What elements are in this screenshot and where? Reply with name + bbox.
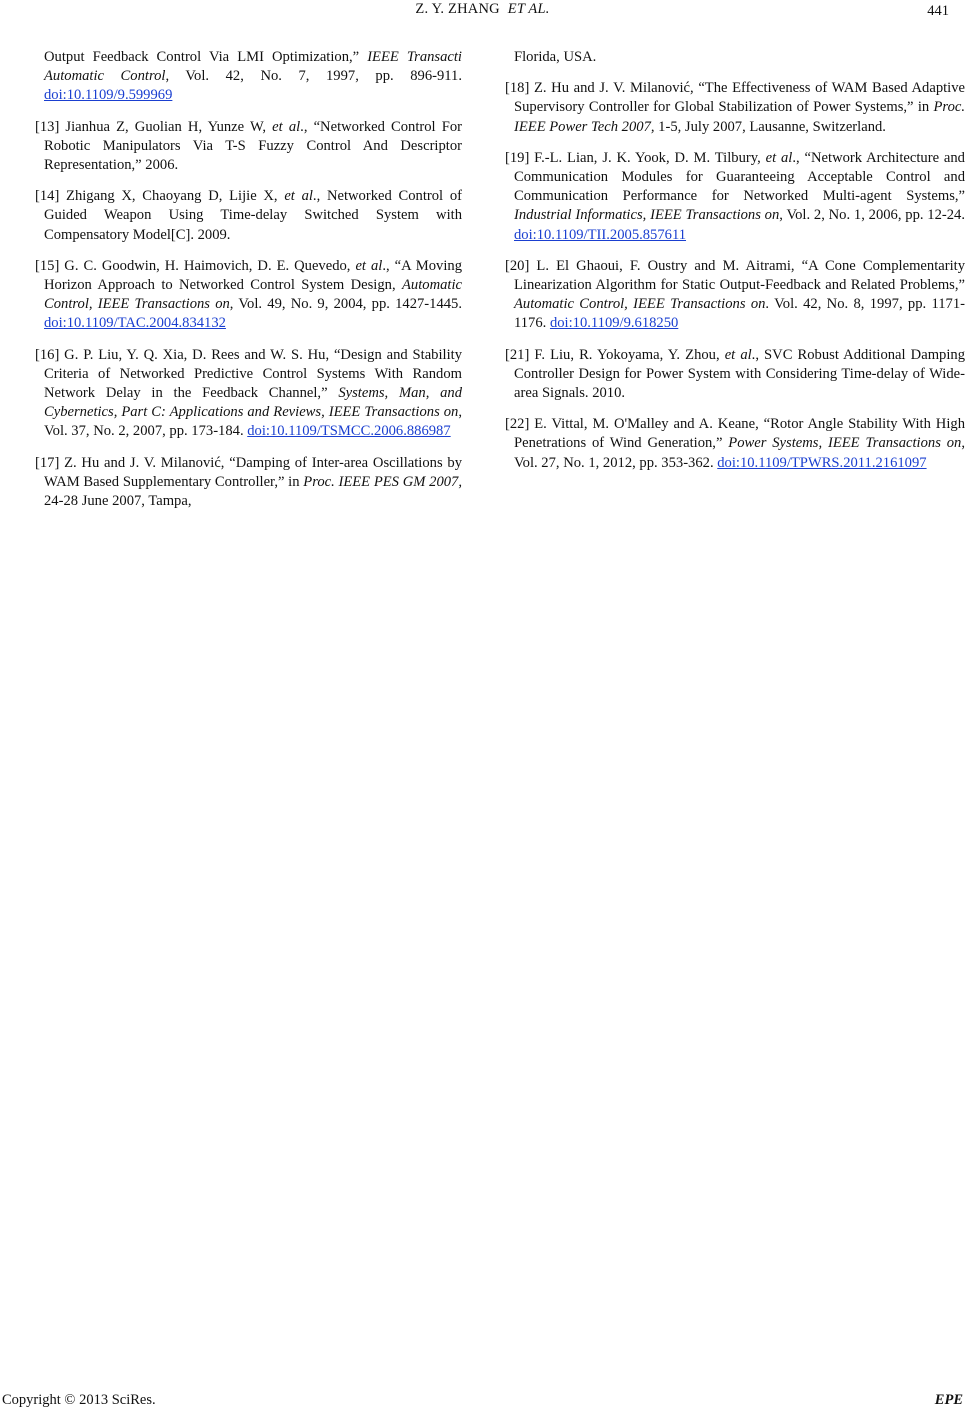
doi-link[interactable]: doi:10.1109/TAC.2004.834132 xyxy=(44,315,226,332)
text-run: ., “Network Architecture and Communication Modules for Guaranteeing Acceptable Control and Communication Performance for Networked Multi-agent Systems,” xyxy=(514,149,965,205)
italic-text: et al xyxy=(272,118,301,135)
text-run: [22] E. Vittal, M. O'Malley and A. Keane, “Rotor Angle Stability With High Penetrations of Wind Generation,” xyxy=(505,416,965,452)
reference-entry xyxy=(505,79,965,137)
text-run: ., “A Moving Horizon Approach to Networked Control System Design, xyxy=(44,257,462,294)
text-run: , Vol. 49, No. 9, 2004, pp. 1427-1445. xyxy=(229,296,462,313)
text-run: , Vol. 42, No. 7, 1997, pp. 896-911. xyxy=(165,68,462,85)
reference-text xyxy=(505,149,965,245)
reference-entry xyxy=(35,187,462,245)
page-number: 441 xyxy=(927,3,949,19)
reference-text xyxy=(35,454,462,512)
text-run: . Vol. 42, No. 8, 1997, pp. 1171-1176. xyxy=(514,296,965,332)
header-et-al: ET AL. xyxy=(507,1,550,17)
italic-text: et al xyxy=(765,149,793,166)
italic-text: et al xyxy=(724,346,752,363)
italic-text: Proc. IEEE Power Tech 2007, xyxy=(514,99,965,135)
italic-text: Industrial Informatics, IEEE Transactions on xyxy=(514,207,780,224)
italic-text: Power Systems, IEEE Transactions on xyxy=(728,435,962,452)
text-run: [17] Z. Hu and J. V. Milanović, “Damping of Inter-area Oscillations by WAM Based Supplementary Controller,” in xyxy=(35,454,462,490)
text-run: , Vol. 2, No. 1, 2006, pp. 12-24. xyxy=(779,207,965,224)
reference-text xyxy=(505,346,965,404)
page-footer xyxy=(0,1392,965,1414)
text-run: 1-5, July 2007, Lausanne, Switzerland. xyxy=(654,118,886,135)
doi-link[interactable]: doi:10.1109/9.599969 xyxy=(44,87,173,104)
reference-entry xyxy=(35,454,462,512)
text-run: [14] Zhigang X, Chaoyang D, Lijie X, xyxy=(35,188,285,205)
doi-link[interactable]: doi:10.1109/9.618250 xyxy=(549,315,679,332)
italic-text: Proc. IEEE PES GM 2007, xyxy=(303,473,462,490)
text-run: Florida, USA. xyxy=(514,49,597,65)
footer-copyright: Copyright © 2013 SciRes. xyxy=(2,1392,156,1408)
reference-text xyxy=(35,118,462,176)
reference-entry xyxy=(505,346,965,404)
footer-journal: EPE xyxy=(934,1392,963,1408)
text-run: , Vol. 37, No. 2, 2007, pp. 173-184. xyxy=(44,404,462,440)
references-right-column xyxy=(505,48,965,485)
italic-text: et al xyxy=(284,188,313,205)
reference-continuation xyxy=(505,48,965,67)
reference-text xyxy=(505,257,965,334)
italic-text: Automatic Control, IEEE Transactions on xyxy=(514,296,766,313)
text-run: [16] G. P. Liu, Y. Q. Xia, D. Rees and W. S. Hu, “Design and Stability Criteria of Networked Predictive Control Systems With Random Network Delay in the Feedback Channel,” xyxy=(35,346,462,402)
text-run: ., Networked Control of Guided Weapon Using Time-delay Switched System with Compensatory Model[C]. 2009. xyxy=(44,188,462,243)
reference-entry xyxy=(35,346,462,442)
reference-entry xyxy=(35,257,462,334)
running-header xyxy=(0,0,965,18)
text-run: [13] Jianhua Z, Guolian H, Yunze W, xyxy=(35,118,273,135)
reference-entry xyxy=(505,149,965,245)
text-run: ., “Networked Control For Robotic Manipulators Via T-S Fuzzy Control And Descriptor Representation,” 2006. xyxy=(44,118,462,174)
doi-link[interactable]: doi:10.1109/TSMCC.2006.886987 xyxy=(247,423,451,440)
reference-text xyxy=(44,48,462,106)
italic-text: Systems, Man, and Cybernetics, Part C: Applications and Reviews, IEEE Transactions on xyxy=(44,385,462,421)
reference-text xyxy=(505,415,965,473)
reference-entry xyxy=(505,257,965,334)
reference-text xyxy=(514,48,965,67)
doi-link[interactable]: doi:10.1109/TII.2005.857611 xyxy=(514,226,687,243)
doi-link[interactable]: doi:10.1109/TPWRS.2011.2161097 xyxy=(717,454,927,471)
text-run: [20] L. El Ghaoui, F. Oustry and M. Aitrami, “A Cone Complementarity Linearization Algorithm for Static Output-Feedback and Related Problems,” xyxy=(505,257,965,294)
reference-text xyxy=(505,79,965,137)
reference-text xyxy=(35,257,462,334)
header-author: Z. Y. ZHANG xyxy=(415,1,500,17)
text-run: Output Feedback Control Via LMI Optimization,” xyxy=(44,49,368,65)
reference-continuation xyxy=(35,48,462,106)
text-run: [15] G. C. Goodwin, H. Haimovich, D. E. Quevedo, xyxy=(35,257,356,274)
text-run: [19] F.-L. Lian, J. K. Yook, D. M. Tilbury, xyxy=(505,149,766,166)
italic-text: IEEE Transacti Automatic Control xyxy=(44,49,462,85)
text-run: [21] F. Liu, R. Yokoyama, Y. Zhou, xyxy=(505,346,725,363)
reference-entry xyxy=(35,118,462,176)
text-run: , Vol. 27, No. 1, 2012, pp. 353-362. xyxy=(514,435,965,471)
italic-text: Automatic Control, IEEE Transactions on xyxy=(44,277,462,313)
text-run: 24-28 June 2007, Tampa, xyxy=(44,493,192,510)
italic-text: et al xyxy=(355,257,383,274)
reference-text xyxy=(35,187,462,245)
reference-entry xyxy=(505,415,965,473)
text-run: [18] Z. Hu and J. V. Milanović, “The Effectiveness of WAM Based Adaptive Supervisory Controller for Global Stabilization of Power Systems,” in xyxy=(505,80,965,116)
text-run: ., SVC Robust Additional Damping Controller Design for Power System with Considering Time-delay of Wide-area Signals. 2010. xyxy=(514,346,965,402)
reference-text xyxy=(35,346,462,442)
references-left-column xyxy=(35,48,462,523)
